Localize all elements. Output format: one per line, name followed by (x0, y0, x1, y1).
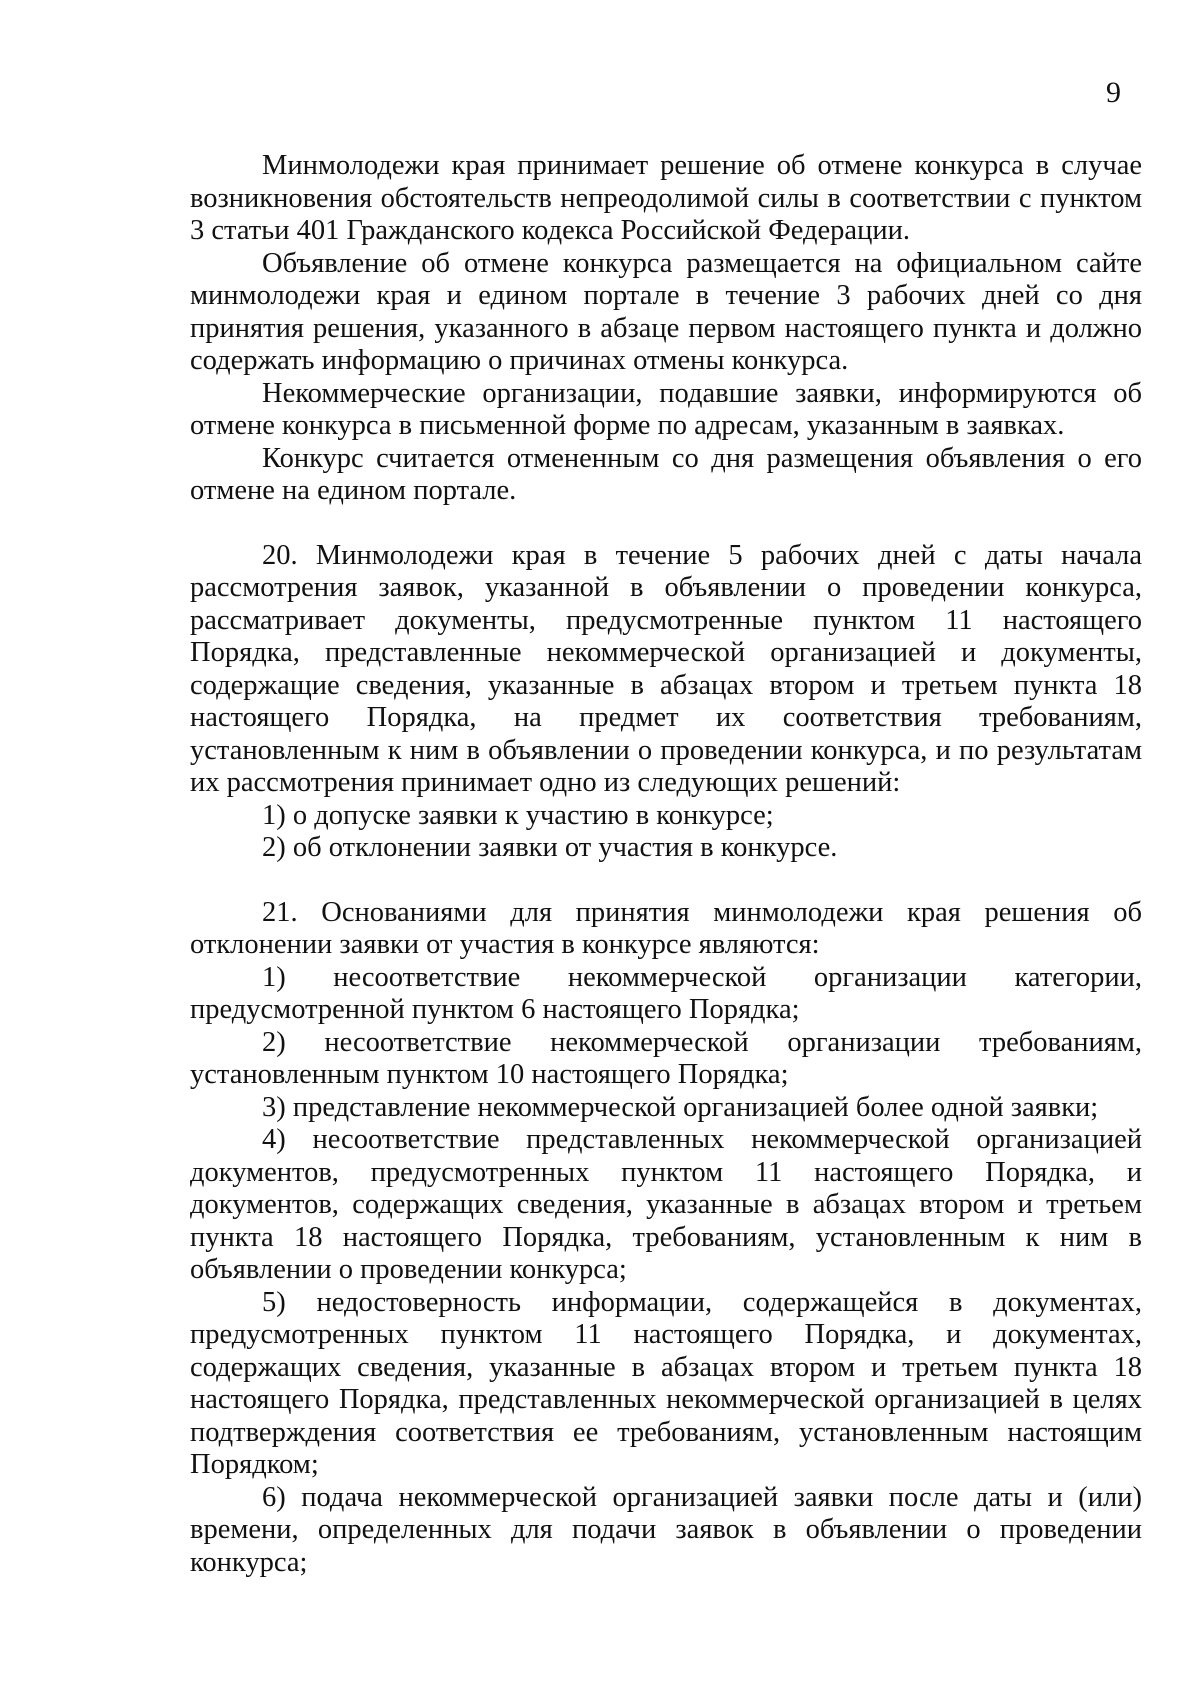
document-body (190, 150, 1142, 1579)
clause-20-item-2: 2) об отклонении заявки от участия в конкурсе. (262, 832, 838, 863)
clause-20: 20. Минмолодежи края в течение 5 рабочих дней с даты начала рассмотрения заявок, указанной в объявлении о проведении конкурса, рассматривает документы, предусмотренные пунктом 11 настоящего Порядка, представленные некоммерческой организацией и документы, содержащие сведения, указанные в абзацах втором и третьем пункта 18 настоящего Порядка, на предмет их соответствия требованиям, установленным к ним в объявлении о проведении конкурса, и по результатам их рассмотрения принимает одно из следующих решений: (190, 539, 1142, 798)
section-gap (190, 865, 1142, 897)
paragraph-cancellation-announcement: Объявление об отмене конкурса размещается на официальном сайте минмолодежи края и едином портале в течение 3 рабочих дней со дня принятия решения, указанного в абзаце первом настоящего пункта и должно содержать информацию о причинах отмены конкурса. (190, 247, 1142, 376)
paragraph-contest-cancelled-date: Конкурс считается отмененным со дня размещения объявления о его отмене на едином портале. (190, 442, 1142, 506)
paragraph-applicants-informed: Некоммерческие организации, подавшие заявки, информируются об отмене конкурса в письменной форме по адресам, указанным в заявках. (190, 377, 1142, 441)
clause-21: 21. Основаниями для принятия минмолодежи края решения об отклонении заявки от участия в конкурсе являются: (190, 896, 1142, 960)
clause-21-item-6: 6) подача некоммерческой организацией заявки после даты и (или) времени, определенных для подачи заявок в объявлении о проведении конкурса; (190, 1481, 1142, 1578)
clause-21-item-2: 2) несоответствие некоммерческой организации требованиям, установленным пунктом 10 настоящего Порядка; (190, 1026, 1142, 1090)
clause-21-item-3: 3) представление некоммерческой организацией более одной заявки; (262, 1091, 1099, 1123)
page-number: 9 (1106, 76, 1121, 109)
section-gap (190, 508, 1142, 540)
clause-21-item-1: 1) несоответствие некоммерческой организации категории, предусмотренной пунктом 6 настоящего Порядка; (190, 961, 1142, 1025)
clause-21-item-5: 5) недостоверность информации, содержащейся в документах, предусмотренных пунктом 11 настоящего Порядка, и документах, содержащих сведения, указанные в абзацах втором и третьем пункта 18 настоящего Порядка, представленных некоммерческой организацией в целях подтверждения соответствия ее требованиям, установленным настоящим Порядком; (190, 1286, 1142, 1480)
paragraph-cancellation-decision: Минмолодежи края принимает решение об отмене конкурса в случае возникновения обстоятельств непреодолимой силы в соответствии с пунктом 3 статьи 401 Гражданского кодекса Российской Федерации. (190, 150, 1142, 246)
clause-20-item-1: 1) о допуске заявки к участию в конкурсе; (262, 799, 774, 831)
clause-21-item-4: 4) несоответствие представленных некоммерческой организацией документов, предусмотренных пунктом 11 настоящего Порядка, и документов, содержащих сведения, указанные в абзацах втором и третьем пункта 18 настоящего Порядка, требованиям, установленным к ним в объявлении о проведении конкурса; (190, 1124, 1142, 1285)
